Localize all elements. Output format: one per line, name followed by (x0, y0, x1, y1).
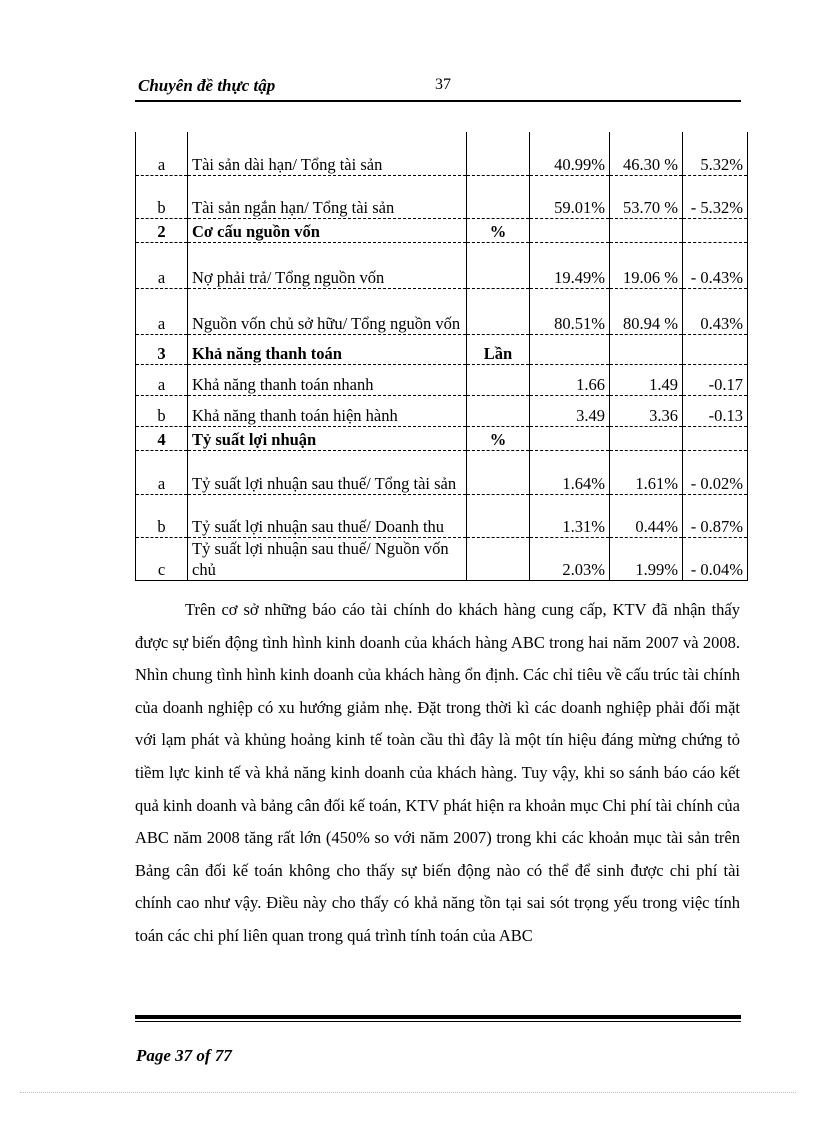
table-row (136, 242, 748, 288)
row-indicator: Tài sản ngắn hạn/ Tổng tài sản (188, 175, 467, 218)
row-value-2008: 53.70 % (610, 175, 683, 218)
body-paragraph (135, 594, 740, 953)
row-unit (467, 364, 530, 395)
row-difference: - 0.04% (683, 537, 748, 580)
row-unit (467, 242, 530, 288)
row-value-2008: 0.44% (610, 494, 683, 537)
row-value-2008: 46.30 % (610, 132, 683, 175)
row-unit (467, 288, 530, 334)
row-value-2008: 19.06 % (610, 242, 683, 288)
row-number: b (136, 175, 188, 218)
table-row (136, 537, 748, 580)
row-difference: -0.13 (683, 395, 748, 426)
table-row (136, 450, 748, 494)
table-row (136, 426, 748, 450)
row-unit: % (467, 218, 530, 242)
row-value-2008 (610, 218, 683, 242)
row-value-2008: 80.94 % (610, 288, 683, 334)
row-unit (467, 494, 530, 537)
row-indicator: Khả năng thanh toán nhanh (188, 364, 467, 395)
row-value-2008: 1.99% (610, 537, 683, 580)
footer-rule-thin (135, 1021, 741, 1022)
row-value-2007 (530, 218, 610, 242)
row-value-2007: 1.64% (530, 450, 610, 494)
row-value-2007: 1.31% (530, 494, 610, 537)
row-indicator: Khả năng thanh toán hiện hành (188, 395, 467, 426)
table-row (136, 494, 748, 537)
row-unit (467, 132, 530, 175)
row-difference: -0.17 (683, 364, 748, 395)
row-value-2007: 3.49 (530, 395, 610, 426)
row-unit (467, 537, 530, 580)
paragraph-text: Trên cơ sở những báo cáo tài chính do khách hàng cung cấp, KTV đã nhận thấy được sự biến động tình hình kinh doanh của khách hàng ABC trong hai năm 2007 và 2008. Nhìn chung tình hình kinh doanh của khách hàng ổn định. Các chỉ tiêu về cấu trúc tài chính của doanh nghiệp có xu hướng giảm nhẹ. Đặt trong thời kì các doanh nghiệp phải đối mặt với lạm phát và khủng hoảng kinh tế toàn cầu thì đây là một tín hiệu đáng mừng chứng tỏ tiềm lực kinh tế và khả năng kinh doanh của khách hàng. Tuy vậy, khi so sánh báo cáo kết quả kinh doanh và bảng cân đối kế toán, KTV phát hiện ra khoản mục Chi phí tài chính của ABC năm 2008 tăng rất lớn (450% so với năm 2007) trong khi các khoản mục tài sản trên Bảng cân đối kế toán không cho thấy sự biến động nào có thể để sinh được chi phí tài chính cao như vậy. Điều này cho thấy có khả năng tồn tại sai sót trọng yếu trong việc tính toán các chi phí liên quan trong quá trình tính toán của ABC (135, 600, 740, 945)
header-page-number: 37 (435, 76, 451, 93)
row-difference: - 0.02% (683, 450, 748, 494)
table-row (136, 364, 748, 395)
row-number: 3 (136, 334, 188, 364)
row-unit (467, 395, 530, 426)
row-number: a (136, 450, 188, 494)
row-value-2007: 1.66 (530, 364, 610, 395)
row-number: b (136, 395, 188, 426)
row-value-2007 (530, 426, 610, 450)
table-row (136, 175, 748, 218)
row-value-2007: 40.99% (530, 132, 610, 175)
row-value-2008 (610, 334, 683, 364)
row-number: 4 (136, 426, 188, 450)
table-row (136, 218, 748, 242)
row-difference: - 5.32% (683, 175, 748, 218)
page-footer: Page 37 of 77 (136, 1046, 232, 1065)
table-row (136, 288, 748, 334)
row-value-2007: 19.49% (530, 242, 610, 288)
row-indicator: Tỷ suất lợi nhuận sau thuế/ Doanh thu (188, 494, 467, 537)
footer-rule-thick (135, 1015, 741, 1019)
row-unit: % (467, 426, 530, 450)
table-body (136, 132, 748, 580)
row-value-2008: 1.49 (610, 364, 683, 395)
row-difference: - 0.43% (683, 242, 748, 288)
page-header (135, 74, 741, 102)
row-number: c (136, 537, 188, 580)
row-indicator: Nợ phải trả/ Tổng nguồn vốn (188, 242, 467, 288)
row-number: a (136, 288, 188, 334)
row-number: a (136, 132, 188, 175)
row-indicator: Khả năng thanh toán (188, 334, 467, 364)
row-unit (467, 175, 530, 218)
row-value-2008 (610, 426, 683, 450)
row-unit (467, 450, 530, 494)
row-number: a (136, 364, 188, 395)
row-difference (683, 426, 748, 450)
row-number: a (136, 242, 188, 288)
table-row (136, 132, 748, 175)
row-value-2008: 3.36 (610, 395, 683, 426)
row-indicator: Tỷ suất lợi nhuận (188, 426, 467, 450)
row-value-2007: 80.51% (530, 288, 610, 334)
row-difference: - 0.87% (683, 494, 748, 537)
header-title: Chuyên đề thực tập (138, 76, 276, 95)
table-row (136, 395, 748, 426)
row-indicator: Tỷ suất lợi nhuận sau thuế/ Nguồn vốn chủ (188, 537, 467, 580)
row-value-2008: 1.61% (610, 450, 683, 494)
page-bottom-border (20, 1092, 796, 1093)
row-indicator: Cơ cấu nguồn vốn (188, 218, 467, 242)
row-indicator: Nguồn vốn chủ sở hữu/ Tổng nguồn vốn (188, 288, 467, 334)
financial-ratio-table (135, 132, 748, 581)
row-number: b (136, 494, 188, 537)
row-value-2007: 59.01% (530, 175, 610, 218)
row-number: 2 (136, 218, 188, 242)
table-row (136, 334, 748, 364)
row-difference: 5.32% (683, 132, 748, 175)
row-unit: Lần (467, 334, 530, 364)
row-value-2007: 2.03% (530, 537, 610, 580)
row-value-2007 (530, 334, 610, 364)
row-difference (683, 218, 748, 242)
row-difference: 0.43% (683, 288, 748, 334)
row-indicator: Tài sản dài hạn/ Tổng tài sản (188, 132, 467, 175)
row-difference (683, 334, 748, 364)
row-indicator: Tỷ suất lợi nhuận sau thuế/ Tổng tài sản (188, 450, 467, 494)
